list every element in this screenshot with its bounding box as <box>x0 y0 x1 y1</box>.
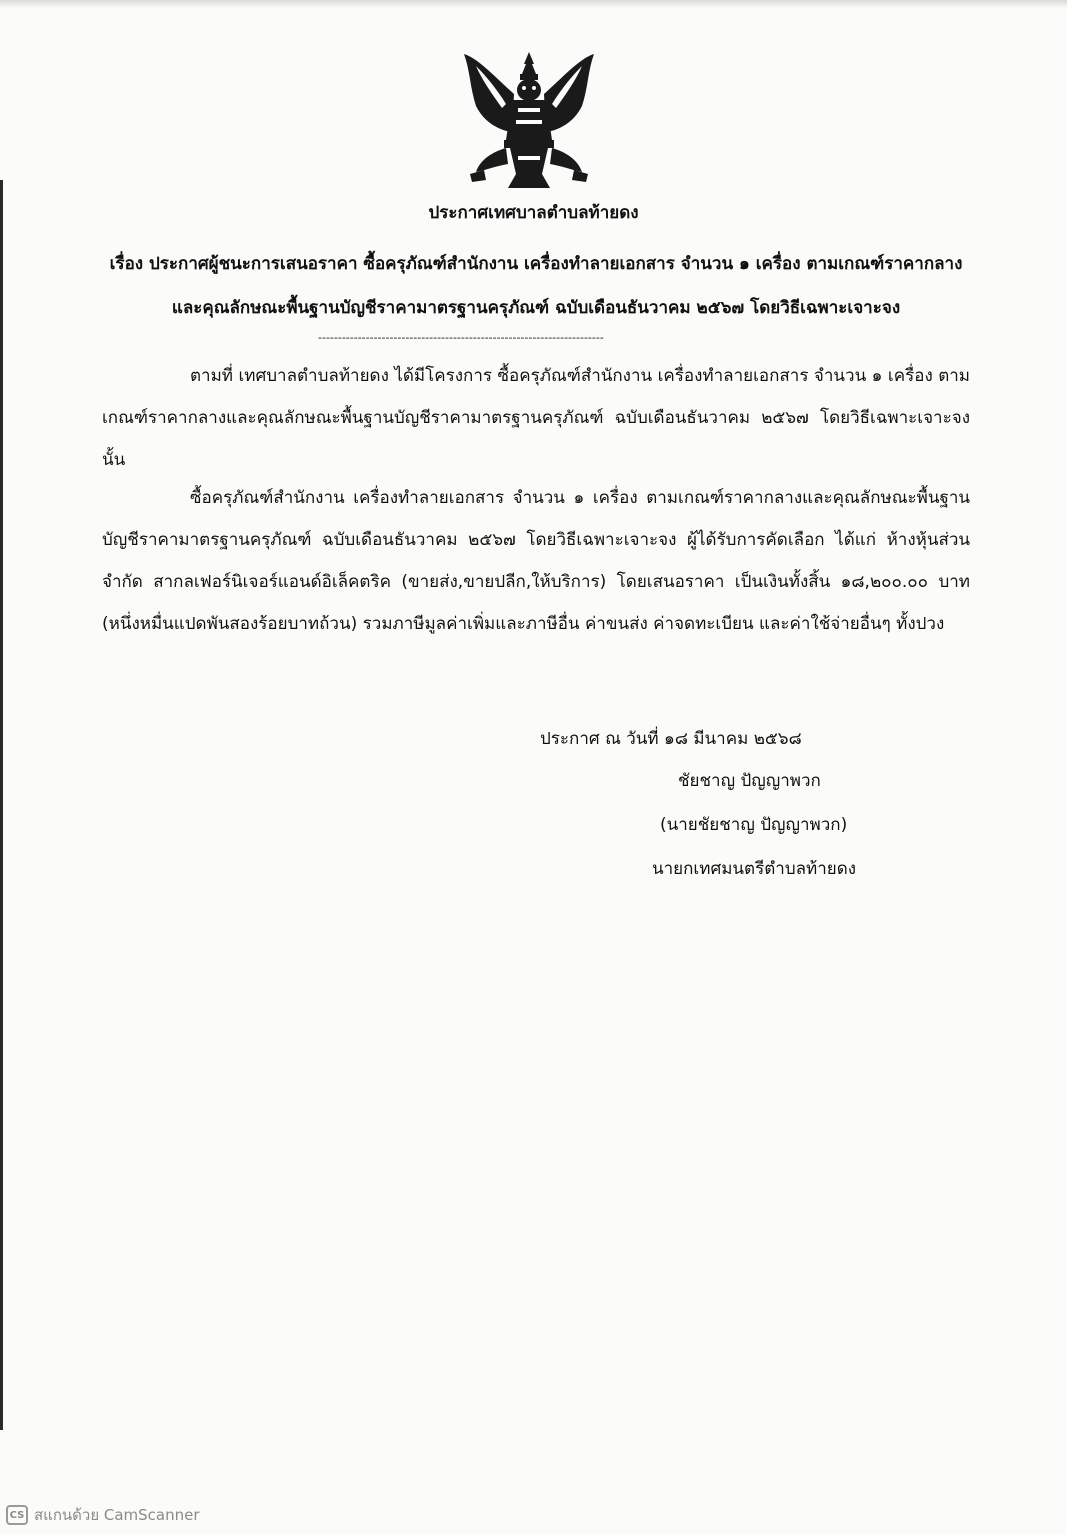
signature-name: ชัยชาญ ปัญญาพวก <box>678 771 821 791</box>
announcement-date: ประกาศ ณ วันที่ ๑๘ มีนาคม ๒๕๖๘ <box>540 729 802 749</box>
paragraph-text: ตามที่ เทศบาลตำบลท้ายดง ได้มีโครงการ ซื้อครุภัณฑ์สำนักงาน เครื่องทำลายเอกสาร จำนวน ๑ เครื่อง ตามเกณฑ์ราคากลางและคุณลักษณะพื้นฐานบัญชีราคามาตรฐานครุภัณฑ์ ฉบับเดือนธันวาคม ๒๕๖๗ โดยวิธีเฉพาะเจาะจง นั้น <box>102 366 970 470</box>
watermark-text: สแกนด้วย CamScanner <box>34 1506 200 1524</box>
section-divider: ------------------------------------------------------------------------ <box>318 332 604 344</box>
scan-top-edge <box>0 0 1067 8</box>
announcement-subject: เรื่อง ประกาศผู้ชนะการเสนอราคา ซื้อครุภัณฑ์สำนักงาน เครื่องทำลายเอกสาร จำนวน ๑ เครื่อง ตามเกณฑ์ราคากลางและคุณลักษณะพื้นฐานบัญชีราคามาตรฐานครุภัณฑ์ ฉบับเดือนธันวาคม ๒๕๖๗ โดยวิธีเฉพาะเจาะจง <box>109 254 963 318</box>
camscanner-watermark <box>6 1503 200 1527</box>
scan-left-edge <box>0 180 3 1430</box>
garuda-emblem-icon <box>456 48 602 198</box>
body-paragraph-2 <box>102 477 970 645</box>
paragraph-text: ซื้อครุภัณฑ์สำนักงาน เครื่องทำลายเอกสาร จำนวน ๑ เครื่อง ตามเกณฑ์ราคากลางและคุณลักษณะพื้นฐานบัญชีราคามาตรฐานครุภัณฑ์ ฉบับเดือนธันวาคม ๒๕๖๗ โดยวิธีเฉพาะเจาะจง ผู้ได้รับการคัดเลือก ได้แก่ ห้างหุ้นส่วนจำกัด สากลเฟอร์นิเจอร์แอนด์อิเล็คตริค (ขายส่ง,ขายปลีก,ให้บริการ) โดยเสนอราคา เป็นเงินทั้งสิ้น ๑๘,๒๐๐.๐๐ บาท (หนึ่งหมื่นแปดพันสองร้อยบาทถ้วน) รวมภาษีมูลค่าเพิ่มและภาษีอื่น ค่าขนส่ง ค่าจดทะเบียน และค่าใช้จ่ายอื่นๆ ทั้งปวง <box>102 488 970 634</box>
body-paragraph-1 <box>102 355 970 481</box>
signatory-position: นายกเทศมนตรีตำบลท้ายดง <box>652 859 857 879</box>
announcement-heading: ประกาศเทศบาลตำบลท้ายดง <box>428 203 639 223</box>
signatory-printed-name: (นายชัยชาญ ปัญญาพวก) <box>660 815 848 835</box>
camscanner-logo-icon: CS <box>6 1505 28 1525</box>
